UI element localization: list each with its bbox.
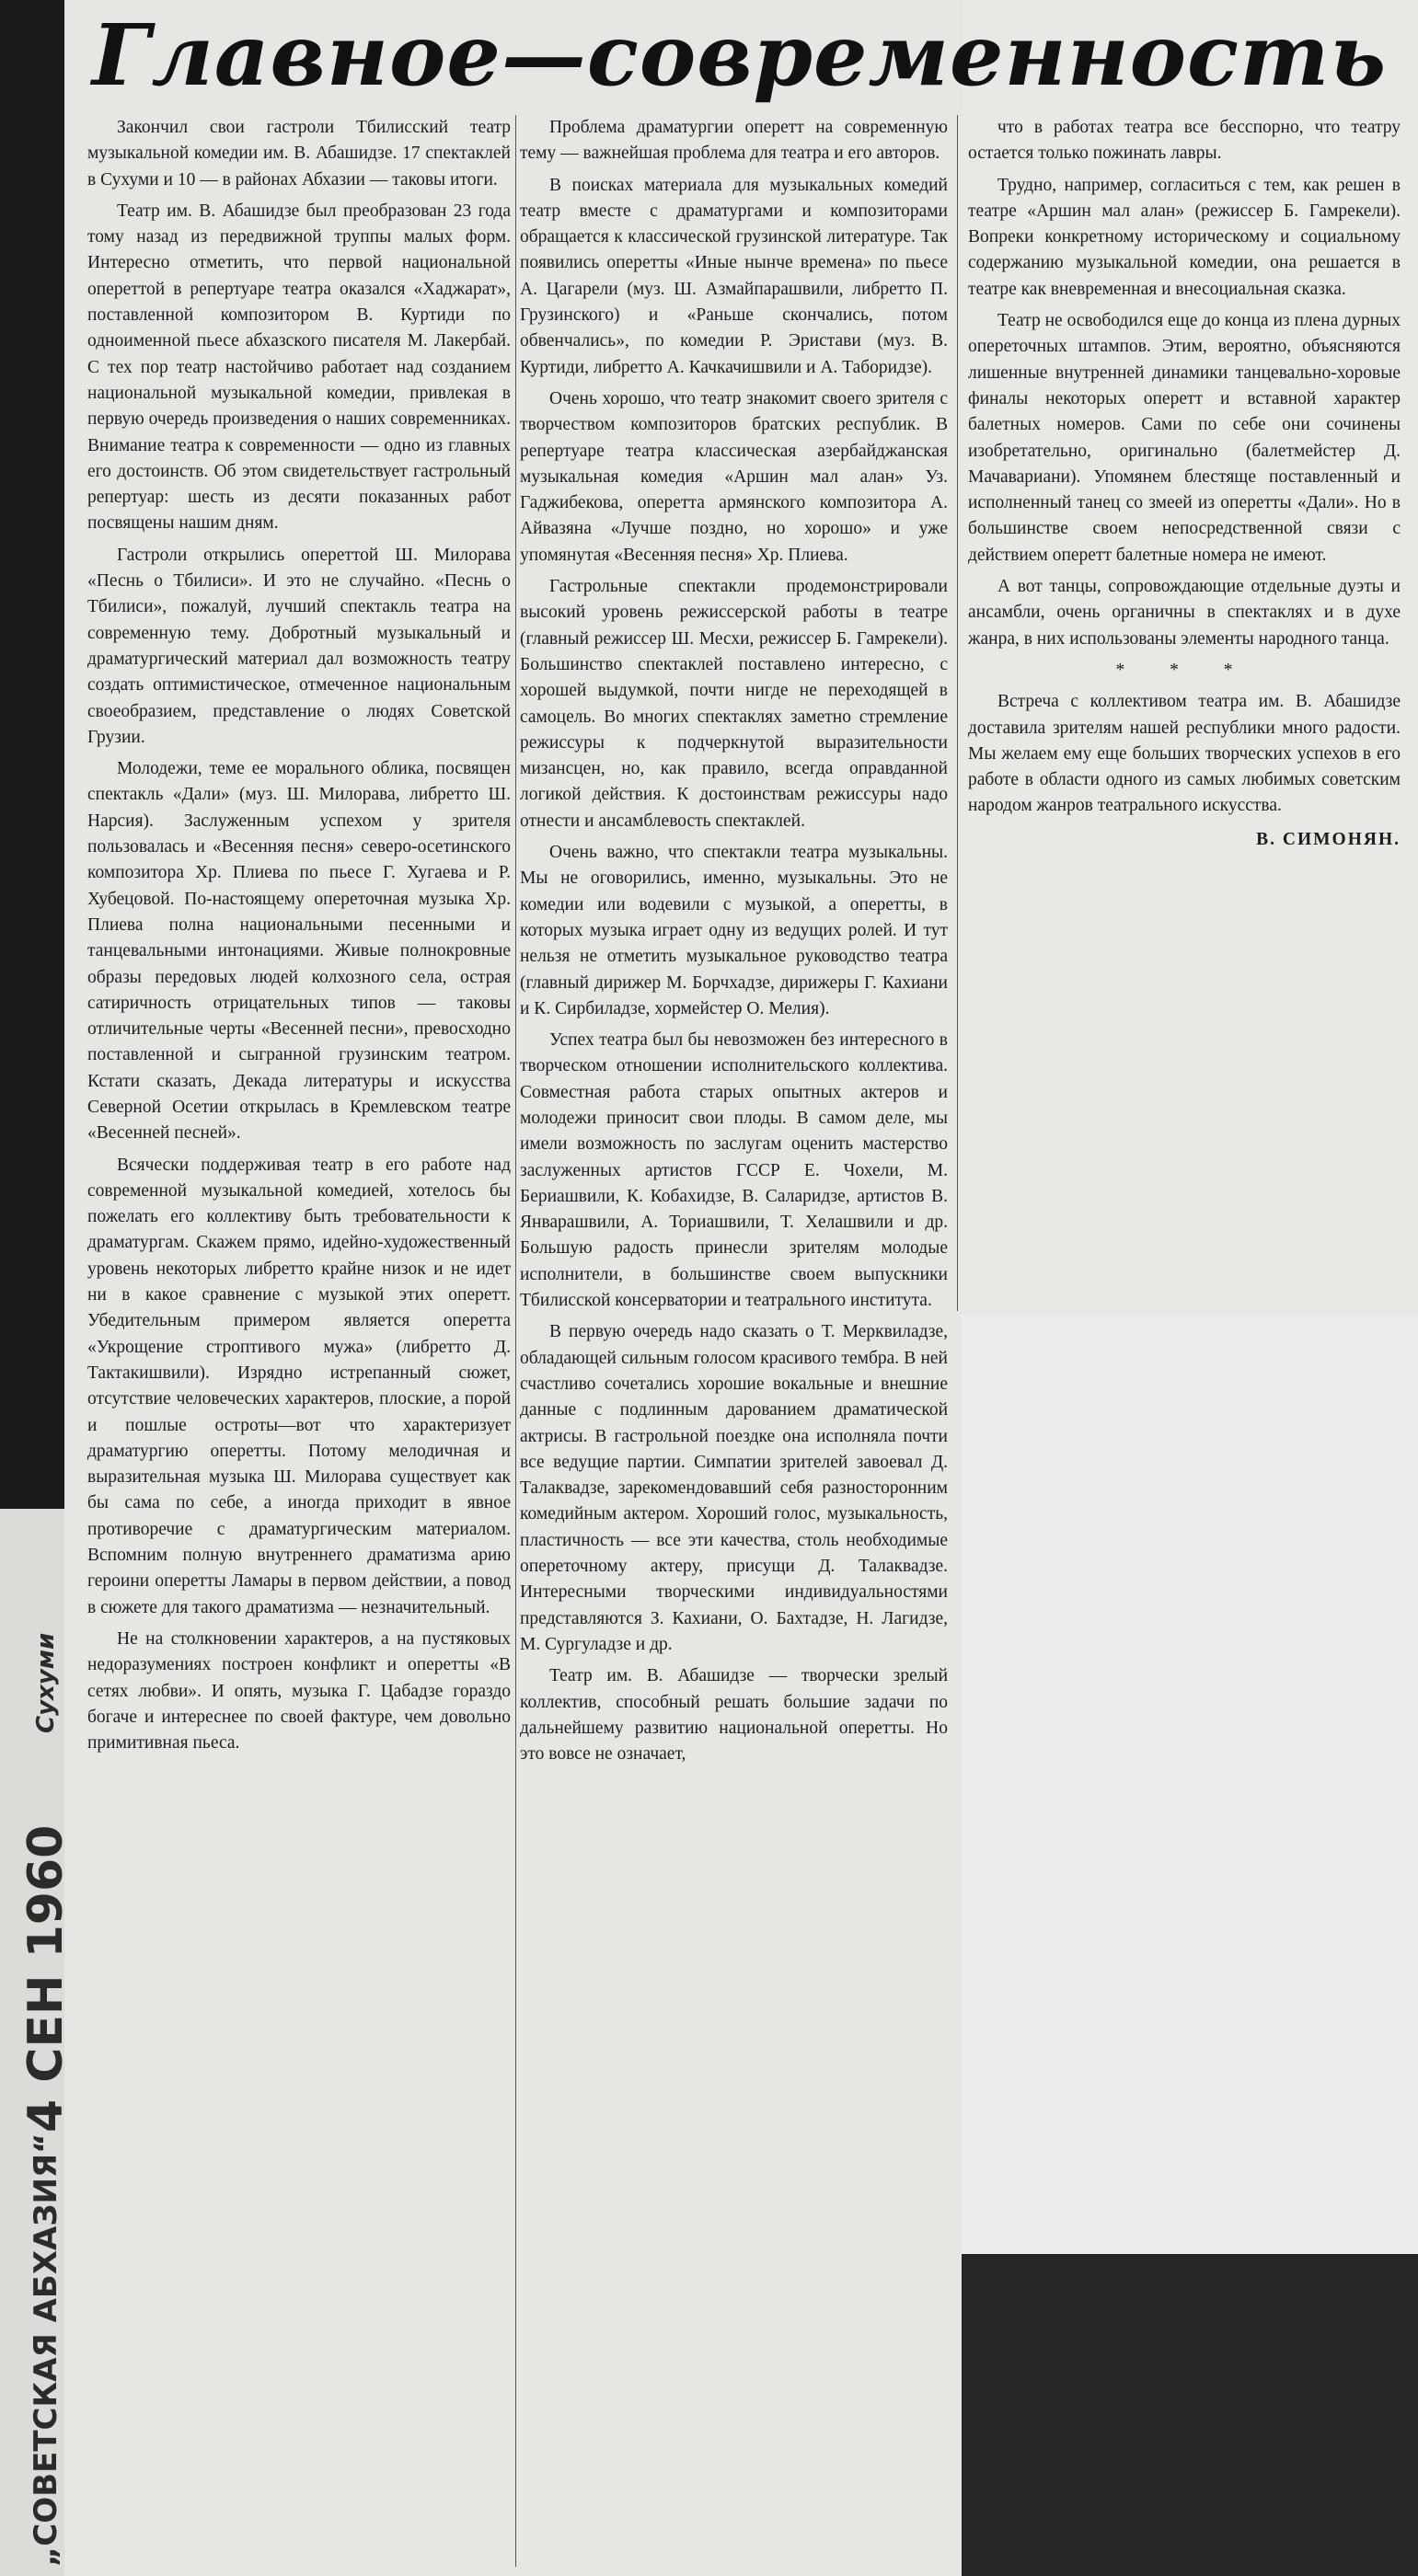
article-column-3 (968, 115, 1401, 853)
paragraph: Всячески поддерживая театр в его работе над современной музыкальной комедией, хотелось бы пожелать его коллективу быть требовательности к драматургам. Скажем прямо, идейно-художественный уровень некоторых либретто крайне низок и не идет ни в какое сравнение с музыкой этих оперетт. Убедительным примером является оперетта «Укрощение строптивого мужа» (либретто Д. Тактакишвили). Изрядно истрепанный сюжет, отсутствие человеческих характеров, плоские, а порой и пошлые остроты—вот что характеризует драматургию оперетты. Потому мелодичная и выразительная музыка Ш. Милорава существует как бы сама по себе, а иногда приходит в явное противоречие с драматургическим материалом. Вспомним полную внутреннего драматизма арию героини оперетты Ламары в первом действии, а повод в сюжете для такого драматизма — незначительный. (87, 1155, 511, 1617)
section-separator: * * * (1115, 660, 1253, 680)
archive-stamp (9, 1564, 83, 2567)
column-rule (515, 115, 516, 2567)
paragraph: Театр им. В. Абашидзе — творчески зрелый коллектив, способный решать большие задачи по дальнейшему развитию национальной оперетты. Но это вовсе не означает, (520, 1666, 948, 1765)
paragraph: Очень хорошо, что театр знакомит своего зрителя с творчеством композиторов братских республик. В репертуаре театра классическая азербайджанская музыкальная комедия «Аршин мал алан» Уз. Гаджибекова, оперетта армянского композитора А. Айвазяна «Лучше поздно, но хорошо» и уже упомянутая «Весенняя песня» Хр. Плиева. (520, 388, 948, 565)
article-headline: Главное—современность (92, 6, 1388, 105)
paragraph: что в работах театра все бесспорно, что театру остается только пожинать лавры. (968, 118, 1401, 164)
paragraph: Закончил свои гастроли Тбилисский театр музыкальной комедии им. В. Абашидзе. 17 спектаклей в Сухуми и 10 — в районах Абхазии — таковы итоги. (87, 118, 511, 190)
paragraph: Гастрольные спектакли продемонстрировали высокий уровень режиссерской работы в театре (главный режиссер Ш. Месхи, режиссер Б. Гамрекели). Большинство спектаклей поставлено интересно, с хорошей выдумкой, почти нигде не переходящей в самоцель. Во многих спектаклях заметно стремление режиссуры к подчеркнутой выразительности мизансцен, но, как правило, всегда оправданной логикой действия. К достоинствам режиссуры надо отнести и ансамблевость спектаклей. (520, 577, 948, 831)
article-column-2 (520, 115, 948, 1767)
paragraph: Успех театра был бы невозможен без интересного в творческом отношении исполнительского коллектива. Совместная работа старых опытных актеров и молодежи приносит свои плоды. В самом деле, мы имели возможность по заслугам оценить мастерство заслуженных артистов ГССР Е. Чохели, М. Бериашвили, К. Кобахидзе, В. Саларидзе, артистов В. Январашвили, А. Ториашвили, Т. Хелашвили и др. Большую радость принесли зрителям молодые исполнители, в большинстве своем выпускники Тбилисской консерватории и театрального института. (520, 1030, 948, 1311)
paragraph: Очень важно, что спектакли театра музыкальны. Мы не оговорились, именно, музыкальны. Это не комедии или водевили с музыкой, а оперетты, в которых музыка играет одну из ведущих ролей. И тут нельзя не отметить музыкальное руководство театра (главный дирижер М. Борчхадзе, дирижеры Г. Кахиани и К. Сирбиладзе, хормейстер О. Мелия). (520, 843, 948, 1018)
background-dark-corner (957, 2254, 1418, 2576)
paragraph: А вот танцы, сопровождающие отдельные дуэты и ансамбли, очень органичны в спектаклях и в духе жанра, в них использованы элементы народного танца. (968, 577, 1401, 649)
paragraph: Не на столкновении характеров, а на пустяковых недоразумениях построен конфликт и оперетты «В сетях любви». И опять, музыка Г. Цабадзе гораздо богаче и интереснее по своей фактуре, чем довольно примитивная пьеса. (87, 1628, 511, 1754)
paragraph: Гастроли открылись опереттой Ш. Милорава «Песнь о Тбилиси». И это не случайно. «Песнь о Тбилиси», пожалуй, лучший спектакль театра на современную тему. Добротный музыкальный и драматургический материал дал возможность театру создать оптимистическое, отмеченное национальным своеобразием, представление о людях Советской Грузии. (87, 545, 511, 747)
author-signature: В. СИМОНЯН. (1256, 829, 1401, 849)
paragraph: Театр им. В. Абашидзе был преобразован 23 года тому назад из передвижной труппы малых форм. Интересно отметить, что первой национальной опереттой в репертуаре театра оказался «Хаджарат», поставленной композитором В. Куртиди по одноименной пьесе абхазского писателя М. Лакербай. С тех пор театр настойчиво работает над созданием национальной музыкальной комедии, привлекая в первую очередь произведения о наших современниках. Внимание театра к современности — одно из главных его достоинств. Об этом свидетельствует гастрольный репертуар: шесть из десяти показанных работ посвящены нашим дням. (87, 201, 511, 534)
stamp-date: 4 СЕН 1960 (18, 1825, 74, 2133)
article-column-1 (87, 115, 511, 1756)
paragraph: Театр не освободился еще до конца из плена дурных опереточных штампов. Этим, вероятно, объясняются лишенные внутренней динамики танцевально-хоровые финалы некоторых оперетт и вставной характер балетных номеров. Сами по себе они сочинены изобретательно, оригинально (балетмейстер Д. Мачавариани). Упомянем блестяще поставленный и исполненный танец со змеей из оперетты «Дали». Но в большинстве своем непосредственной связи с действием оперетт балетные номера не имеют. (968, 311, 1401, 565)
stamp-newspaper: „СОВЕТСКАЯ АБХАЗИЯ“ (28, 2133, 64, 2567)
stamp-city: Сухуми (32, 1632, 60, 1734)
paragraph: Молодежи, теме ее морального облика, посвящен спектакль «Дали» (муз. Ш. Милорава, либретто Ш. Нарсия). Заслуженным успехом у зрителя пользовалась и «Весенняя песня» северо-осетинского композитора Хр. Плиева по пьесе Г. Хугаева и Р. Хубецовой. По-настоящему опереточная музыка Хр. Плиева полна национальными песенными и танцевальными интонациями. Живые полнокровные образы передовых людей колхозного села, острая сатиричность отрицательных типов — таковы отличительные черты «Весенней песни», превосходно поставленной и сыгранной грузинским театром. Кстати сказать, Декада литературы и искусства Северной Осетии открылась в Кремлевском театре «Весенней песней». (87, 759, 511, 1144)
paragraph: Встреча с коллективом театра им. В. Абашидзе доставила зрителям нашей республики много радости. Мы желаем ему еще больших творческих успехов в его работе в области одного из самых любимых советским народом жанров театрального искусства. (968, 692, 1401, 816)
paragraph: В первую очередь надо сказать о Т. Мерквиладзе, обладающей сильным голосом красивого тембра. В ней счастливо сочетались хорошие вокальные и внешние данные с подлинным дарованием драматической актрисы. В гастрольной поездке она исполняла почти все ведущие партии. Симпатии зрителей завоевал Д. Талаквадзе, зарекомендовавший себя разносторонним комедийным актером. Хороший голос, музыкальность, пластичность — все эти качества, столь необходимые опереточному актеру, присущи Д. Талаквадзе. Интересными творческими индивидуальностями представляются З. Кахиани, О. Бахтадзе, Н. Лагидзе, М. Сургуладзе и др. (520, 1322, 948, 1654)
column-rule (957, 115, 958, 1311)
paragraph: Трудно, например, согласиться с тем, как решен в театре «Аршин мал алан» (режиссер Б. Гамрекели). Вопреки конкретному историческому и социальному содержанию музыкальной комедии, она решается в театре как вневременная и внесоциальная сказка. (968, 175, 1401, 299)
paragraph: В поисках материала для музыкальных комедий театр вместе с драматургами и композиторами обращается к классической грузинской литературе. Так появились оперетты «Иные нынче времена» по пьесе А. Цагарели (муз. Ш. Азмайпарашвили, либретто П. Грузинского) и «Раньше скончались, потом обвенчались», по комедии Р. Эристави (муз. В. Куртиди, либретто А. Качкачишвили и А. Таборидзе). (520, 175, 948, 377)
paragraph: Проблема драматургии оперетт на современную тему — важнейшая проблема для театра и его авторов. (520, 118, 948, 164)
